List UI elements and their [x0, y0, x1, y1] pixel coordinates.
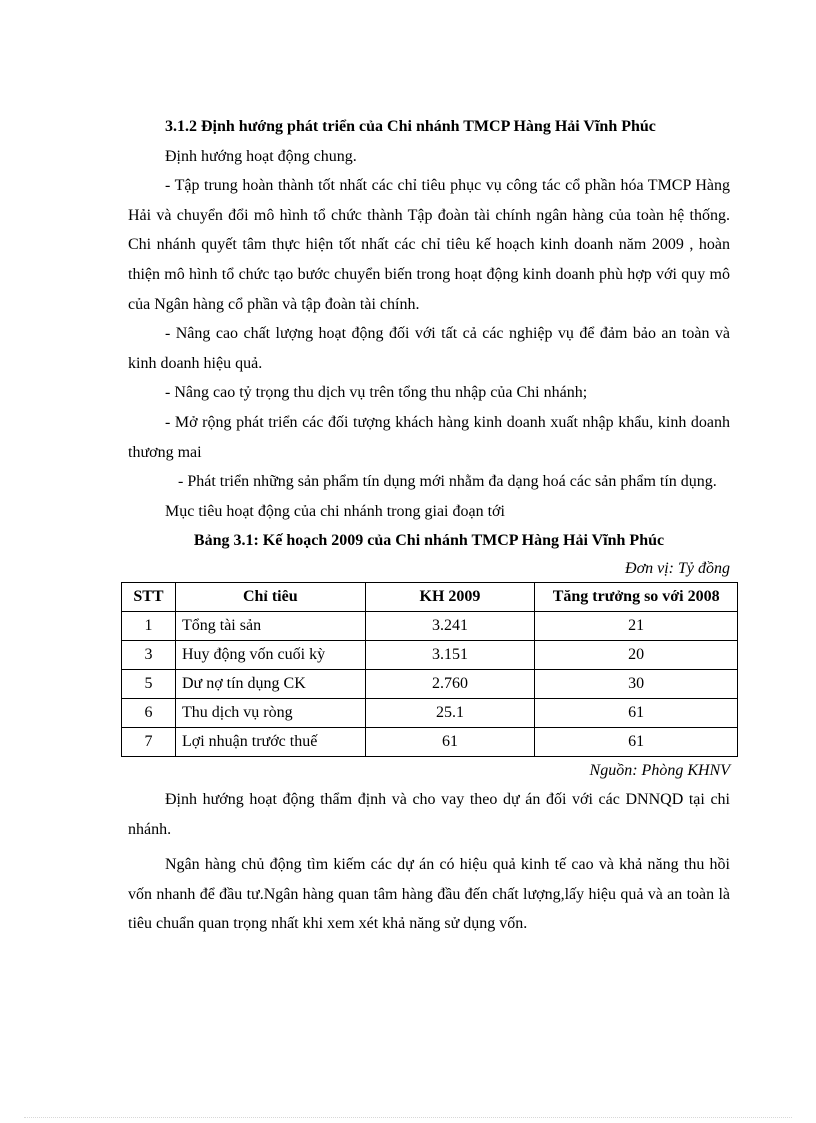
table-unit: Đơn vị: Tỷ đồng: [625, 559, 730, 577]
cell-growth: 30: [535, 669, 738, 698]
cell-plan: 25.1: [365, 698, 535, 727]
closing-paragraph: Ngân hàng chủ động tìm kiếm các dự án có hiệu quả kinh tế cao và khả năng thu hồi vốn nhanh để đầu tư.Ngân hàng quan tâm hàng đầu đến chất lượng,lấy hiệu quả và an toàn là tiêu chuẩn quan trọng nhất khi xem xét khả năng sử dụng vốn.: [128, 856, 730, 933]
cell-stt: 3: [122, 640, 176, 669]
cell-plan: 61: [365, 727, 535, 756]
cell-plan: 2.760: [365, 669, 535, 698]
table-header-row: [122, 582, 738, 611]
cell-stt: 5: [122, 669, 176, 698]
goal-paragraph: Mục tiêu hoạt động của chi nhánh trong giai đoạn tới: [165, 502, 505, 520]
closing-paragraph: Định hướng hoạt động thẩm định và cho vay theo dự án đối với các DNNQD tại chi nhánh.: [128, 790, 730, 838]
header-cell-plan: KH 2009: [365, 582, 535, 611]
table-source: Nguồn: Phòng KHNV: [589, 761, 730, 779]
header-cell-indicator: Chỉ tiêu: [175, 582, 365, 611]
cell-growth: 20: [535, 640, 738, 669]
table-row: [122, 698, 738, 727]
cell-indicator: Huy động vốn cuối kỳ: [175, 640, 365, 669]
table-row: [122, 640, 738, 669]
page-bottom-divider: [24, 1117, 792, 1118]
bullet-paragraph: - Tập trung hoàn thành tốt nhất các chỉ tiêu phục vụ công tác cổ phần hóa TMCP Hàng Hải và chuyển đổi mô hình tổ chức thành Tập đoàn tài chính ngân hàng của toàn hệ thống. Chi nhánh quyết tâm thực hiện tốt nhất các chỉ tiêu kế hoạch kinh doanh năm 2009 , hoàn thiện mô hình tổ chức tạo bước chuyển biến trong hoạt động kinh doanh phù hợp với quy mô của Ngân hàng cổ phần và tập đoàn tài chính.: [128, 177, 730, 313]
bullet-paragraph: - Phát triển những sản phẩm tín dụng mới nhằm đa dạng hoá các sản phẩm tín dụng.: [178, 473, 717, 491]
table-row: [122, 669, 738, 698]
bullet-paragraph: - Mở rộng phát triển các đối tượng khách hàng kinh doanh xuất nhập khẩu, kinh doanh thương mai: [128, 413, 730, 461]
table-caption: Bảng 3.1: Kế hoạch 2009 của Chi nhánh TMCP Hàng Hải Vĩnh Phúc: [193, 532, 665, 550]
bullet-paragraph: - Nâng cao chất lượng hoạt động đối với tất cả các nghiệp vụ để đảm bảo an toàn và kinh doanh hiệu quả.: [128, 325, 730, 372]
table-row: [122, 727, 738, 756]
document-body: [128, 112, 730, 939]
plan-table: [121, 582, 738, 757]
section-heading: 3.1.2 Định hướng phát triển của Chi nhánh TMCP Hàng Hải Vĩnh Phúc: [165, 118, 656, 135]
cell-stt: 1: [122, 611, 176, 640]
cell-growth: 61: [535, 727, 738, 756]
cell-plan: 3.151: [365, 640, 535, 669]
cell-indicator: Dư nợ tín dụng CK: [175, 669, 365, 698]
cell-indicator: Tổng tài sản: [175, 611, 365, 640]
cell-stt: 6: [122, 698, 176, 727]
cell-indicator: Lợi nhuận trước thuế: [175, 727, 365, 756]
intro-paragraph: Định hướng hoạt động chung.: [165, 147, 357, 165]
cell-plan: 3.241: [365, 611, 535, 640]
header-cell-growth: Tăng trưởng so với 2008: [535, 582, 738, 611]
cell-growth: 61: [535, 698, 738, 727]
header-cell-stt: STT: [122, 582, 176, 611]
cell-stt: 7: [122, 727, 176, 756]
bullet-paragraph: - Nâng cao tỷ trọng thu dịch vụ trên tổng thu nhập của Chi nhánh;: [165, 384, 588, 402]
cell-growth: 21: [535, 611, 738, 640]
cell-indicator: Thu dịch vụ ròng: [175, 698, 365, 727]
table-row: [122, 611, 738, 640]
